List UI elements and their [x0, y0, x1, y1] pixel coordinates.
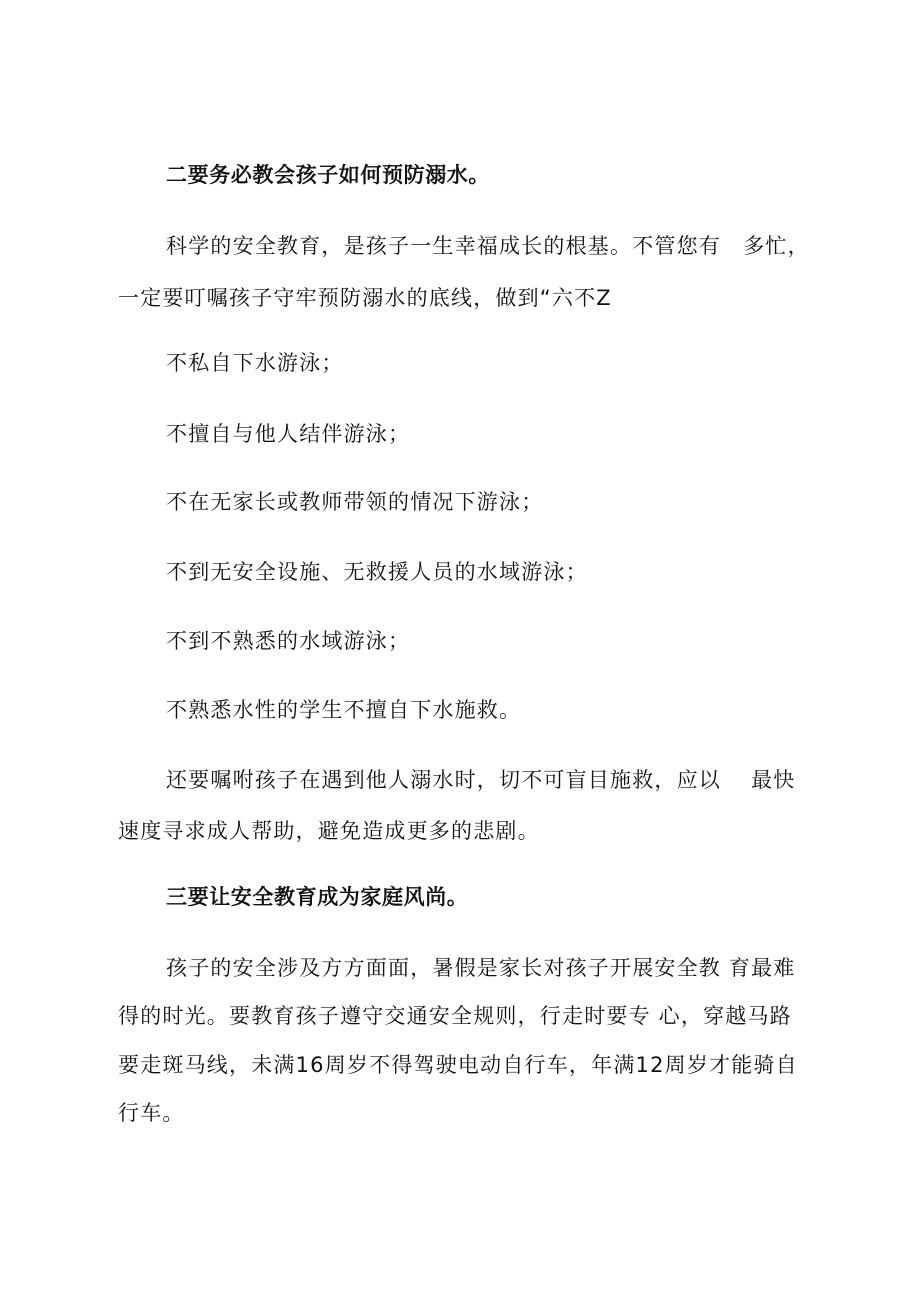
section2-intro-line1: 科学的安全教育，是孩子一生幸福成长的根基。不管您有 多忙，: [166, 234, 810, 258]
rule-item-1: 不私自下水游泳；: [166, 351, 344, 375]
rule-item-4: 不到无安全设施、无救援人员的水域游泳；: [166, 560, 588, 584]
section2-heading: 二要务必教会孩子如何预防溺水。: [166, 163, 490, 187]
rule-item-5: 不到不熟悉的水域游泳；: [166, 629, 411, 653]
section3-body-line2: 得的时光。要教育孩子遵守交通安全规则，行走时要专 心，穿越马路: [118, 1004, 792, 1028]
rule-item-3: 不在无家长或教师带领的情况下游泳；: [166, 490, 544, 514]
section3-body-line3: 要走斑马线，未满16周岁不得驾驶电动自行车，年满12周岁才能骑自: [118, 1053, 798, 1077]
section3-body-line1: 孩子的安全涉及方方面面，暑假是家长对孩子开展安全教 育最难: [166, 956, 796, 980]
rule-item-2: 不擅自与他人结伴游泳；: [166, 422, 411, 446]
section2-intro-line2: 一定要叮嘱孩子守牢预防溺水的底线，做到“六不Z: [118, 286, 612, 310]
section2-advice-line1: 还要嘱咐孩子在遇到他人溺水时，切不可盲目施救，应以 最快: [166, 768, 796, 792]
section3-body-line4: 行车。: [118, 1101, 185, 1125]
section2-advice-line2: 速度寻求成人帮助，避免造成更多的悲剧。: [118, 819, 540, 843]
rule-item-6: 不熟悉水性的学生不擅自下水施救。: [166, 698, 522, 722]
section3-heading: 三要让安全教育成为家庭风尚。: [166, 885, 469, 909]
